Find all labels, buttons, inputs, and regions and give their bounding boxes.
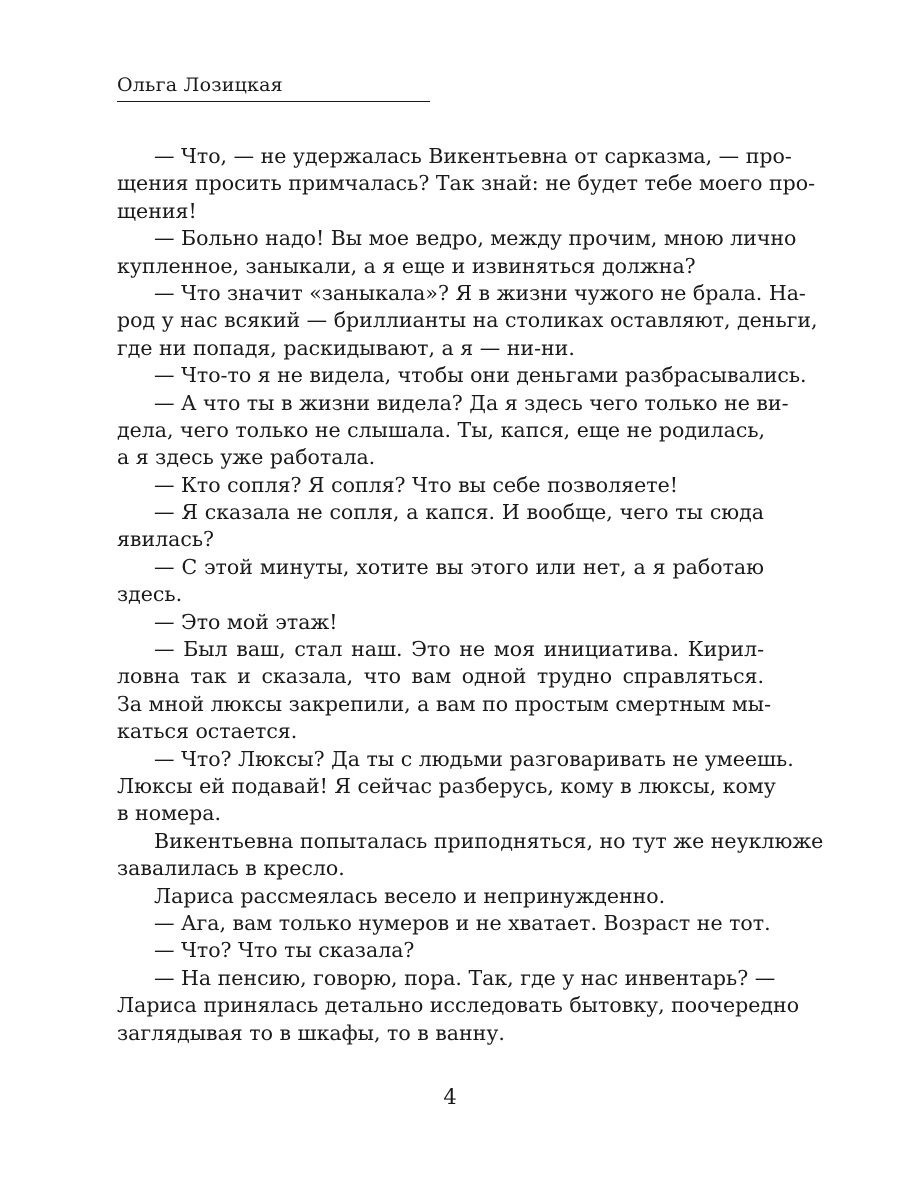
text-line: явилась? (117, 527, 215, 552)
text-line: — Что? Люксы? Да ты с людьми разговаривать не умеешь. (154, 746, 794, 771)
text-line: — А что ты в жизни видела? Да я здесь чего только не ви- (154, 390, 789, 415)
text-line: — Был ваш, стал наш. Это не моя инициатива. Кирил- (154, 637, 764, 662)
text-line: — На пенсию, говорю, пора. Так, где у нас инвентарь? — (154, 965, 776, 990)
text-line: Лариса рассмеялась весело и непринужденно. (154, 883, 666, 908)
text-line: — Больно надо! Вы мое ведро, между прочим, мною лично (154, 226, 797, 251)
text-line: щения! (117, 198, 197, 223)
text-line: каться остается. (117, 719, 298, 744)
text-line: дела, чего только не слышала. Ты, капся, еще не родилась, (117, 417, 766, 442)
text-line: — Что? Что ты сказала? (154, 938, 415, 963)
text-line: здесь. (117, 582, 183, 607)
text-line: купленное, заныкали, а я еще и извиняться должна? (117, 253, 696, 278)
text-line: Люксы ей подавай! Я сейчас разберусь, кому в люксы, кому (117, 773, 776, 798)
text-line: завалилась в кресло. (117, 856, 345, 881)
text-line: — Кто сопля? Я сопля? Что вы себе позволяете! (154, 472, 678, 497)
text-line: — С этой минуты, хотите вы этого или нет, а я работаю (154, 554, 764, 579)
text-line: — Что, — не удержалась Викентьевна от сарказма, — про- (154, 144, 792, 168)
body-text (117, 143, 824, 1047)
text-line: Лариса принялась детально исследовать бытовку, поочередно (117, 993, 800, 1018)
text-line: — Что значит «заныкала»? Я в жизни чужого не брала. На- (154, 280, 806, 305)
text-line: где ни попадя, раскидывают, а я — ни-ни. (117, 335, 575, 360)
text-line: а я здесь уже работала. (117, 445, 376, 470)
text-line: — Это мой этаж! (154, 609, 338, 634)
text-line: — Что-то я не видела, чтобы они деньгами разбрасывались. (154, 363, 807, 388)
running-head-author: Ольга Лозицкая (117, 74, 283, 96)
text-line: ловна так и сказала, что вам одной трудно справляться. (117, 664, 764, 689)
text-line: щения просить примчалась? Так знай: не будет тебе моего про- (117, 171, 816, 196)
text-line: — Я сказала не сопля, а капся. И вообще, чего ты сюда (154, 500, 764, 525)
page-number: 4 (443, 1085, 457, 1109)
text-line: — Ага, вам только нумеров и не хватает. Возраст не тот. (154, 910, 771, 935)
text-line: За мной люксы закрепили, а вам по простым смертным мы- (117, 691, 772, 716)
running-head-rule (117, 101, 430, 102)
text-line: Викентьевна попыталась приподняться, но тут же неуклюже (154, 828, 824, 853)
text-line: род у нас всякий — бриллианты на столиках оставляют, деньги, (117, 308, 818, 333)
text-line: в номера. (117, 801, 222, 826)
text-line: заглядывая то в шкафы, то в ванну. (117, 1020, 505, 1045)
